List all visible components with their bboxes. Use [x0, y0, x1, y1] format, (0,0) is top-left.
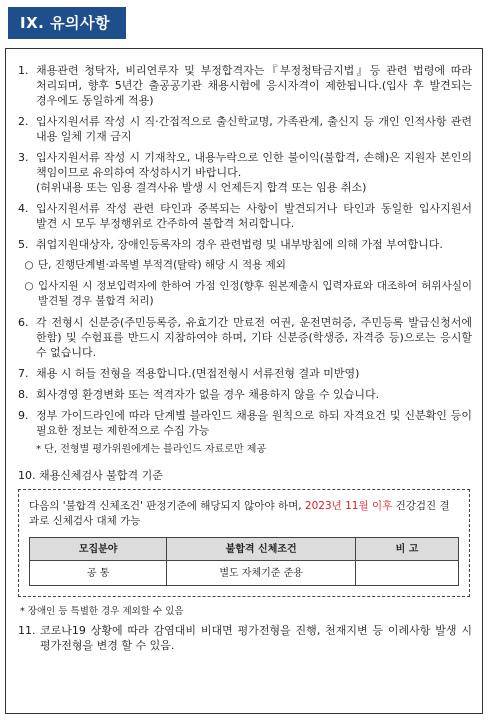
notice-list-2 — [18, 315, 472, 438]
table-header: 불합격 신체조건 — [167, 538, 356, 561]
item-number: 2. — [18, 115, 29, 128]
table-cell: 별도 자체기준 준용 — [167, 561, 356, 586]
notice-box — [5, 48, 483, 714]
item-number: 11. — [18, 624, 36, 637]
table-cell: 공 통 — [30, 561, 167, 586]
table-header: 비 고 — [356, 538, 459, 561]
criteria-text-tail: 건강검진 결과로 신체검사 대체 가능 — [29, 500, 450, 527]
item-text: 각 전형시 신분증(주민등록증, 유효기간 만료전 여권, 운전면허증, 주민등록 발급신청서에 한함) 및 수험표를 반드시 지참하여야 하며, 기타 신분증(학생증, 자격증 등)으로는 응시할 수 없습니다. — [36, 316, 472, 359]
table-header: 모집분야 — [30, 538, 167, 561]
item-number: 5. — [18, 238, 29, 251]
item-text: 취업지원대상자, 장애인등록자의 경우 관련법령 및 내부방침에 의해 가점 부여합니다. — [36, 238, 443, 251]
sub-item — [20, 258, 472, 273]
list-item — [18, 150, 472, 195]
item-text: 채용 시 허들 전형을 적용합니다.(면접전형시 서류전형 결과 미반영) — [36, 367, 360, 380]
item-number: 8. — [18, 388, 29, 401]
criteria-box — [18, 489, 470, 597]
sub-item — [20, 279, 472, 309]
item-text: 입사지원서류 작성 시 기재착오, 내용누락으로 인한 불이익(불합격, 손해)은 지원자 본인의 책임이므로 유의하여 작성하시기 바랍니다. (허위내용 또는 임용 결격사유 발생 시 언제든지 합격 또는 임용 취소) — [36, 151, 472, 194]
circle-bullet-icon: ○ — [24, 280, 34, 292]
item-text: 입사지원서류 작성 관련 타인과 중복되는 사항이 발견되거나 타인과 동일한 입사지원서 발견 시 모두 부정행위로 간주하여 불합격 처리합니다. — [36, 202, 472, 230]
list-item — [18, 366, 472, 381]
table-header-row — [30, 538, 459, 561]
sub-item-text: 입사지원 시 정보입력자에 한하여 가점 인정(향후 원본제출시 입력자료와 대조하여 허위사실이 발견될 경우 불합격 처리) — [38, 280, 472, 307]
list-item — [18, 623, 472, 653]
item-number: 3. — [18, 151, 29, 164]
section-title: IX. 유의사항 — [8, 7, 126, 39]
item-9-note: * 단, 전형별 평가위원에게는 블라인드 자료로만 제공 — [36, 444, 267, 455]
item-number: 6. — [18, 316, 29, 329]
item-text: 회사경영 환경변화 또는 적격자가 없을 경우 채용하지 않을 수 있습니다. — [36, 388, 380, 401]
list-item — [18, 63, 472, 108]
item-number: 4. — [18, 202, 29, 215]
table-row — [30, 561, 459, 586]
item-number: 7. — [18, 367, 29, 380]
item-text: 정부 가이드라인에 따라 단계별 블라인드 채용을 원칙으로 하되 자격요건 및 신분확인 등이 필요한 정보는 제한적으로 수집 가능 — [36, 409, 472, 437]
section-10-title: 10. 채용신체검사 불합격 기준 — [18, 469, 163, 482]
item-number: 1. — [18, 64, 29, 77]
sub-item-text: 단, 진행단계별·과목별 부적격(탈락) 해당 시 적용 제외 — [38, 259, 286, 271]
circle-bullet-icon: ○ — [24, 259, 34, 271]
list-item — [18, 114, 472, 144]
list-item — [18, 237, 472, 252]
list-item — [18, 201, 472, 231]
list-item — [18, 408, 472, 438]
section-10-footnote: * 장애인 등 특별한 경우 제외할 수 있음 — [20, 606, 184, 617]
criteria-date-highlight: 2023년 11월 이후 — [304, 500, 393, 512]
criteria-text: 다음의 '불합격 신체조건' 판정기준에 해당되지 않아야 하며, — [29, 500, 305, 512]
item-text: 코로나19 상황에 따라 감염대비 비대면 평가전형을 진행, 천재지변 등 이례사항 발생 시 평가전형을 변경 할 수 있음. — [40, 624, 472, 652]
criteria-description — [29, 499, 459, 529]
item-number: 9. — [18, 409, 29, 422]
list-item — [18, 315, 472, 360]
criteria-table — [29, 537, 459, 586]
item-text: 채용관련 청탁자, 비리연루자 및 부정합격자는『부정청탁금지법』등 관련 법령에 따라 처리되며, 향후 5년간 출공공기관 채용시험에 응시자격이 제한됩니다.(입사 후 발견되는 경우에도 동일하게 적용) — [36, 64, 472, 107]
notice-list — [18, 63, 472, 252]
table-cell — [356, 561, 459, 586]
item-text: 입사지원서류 작성 시 직·간접적으로 출신학교명, 가족관계, 출신지 등 개인 인적사항 관련 내용 일체 기재 금지 — [36, 115, 472, 143]
list-item — [18, 387, 472, 402]
